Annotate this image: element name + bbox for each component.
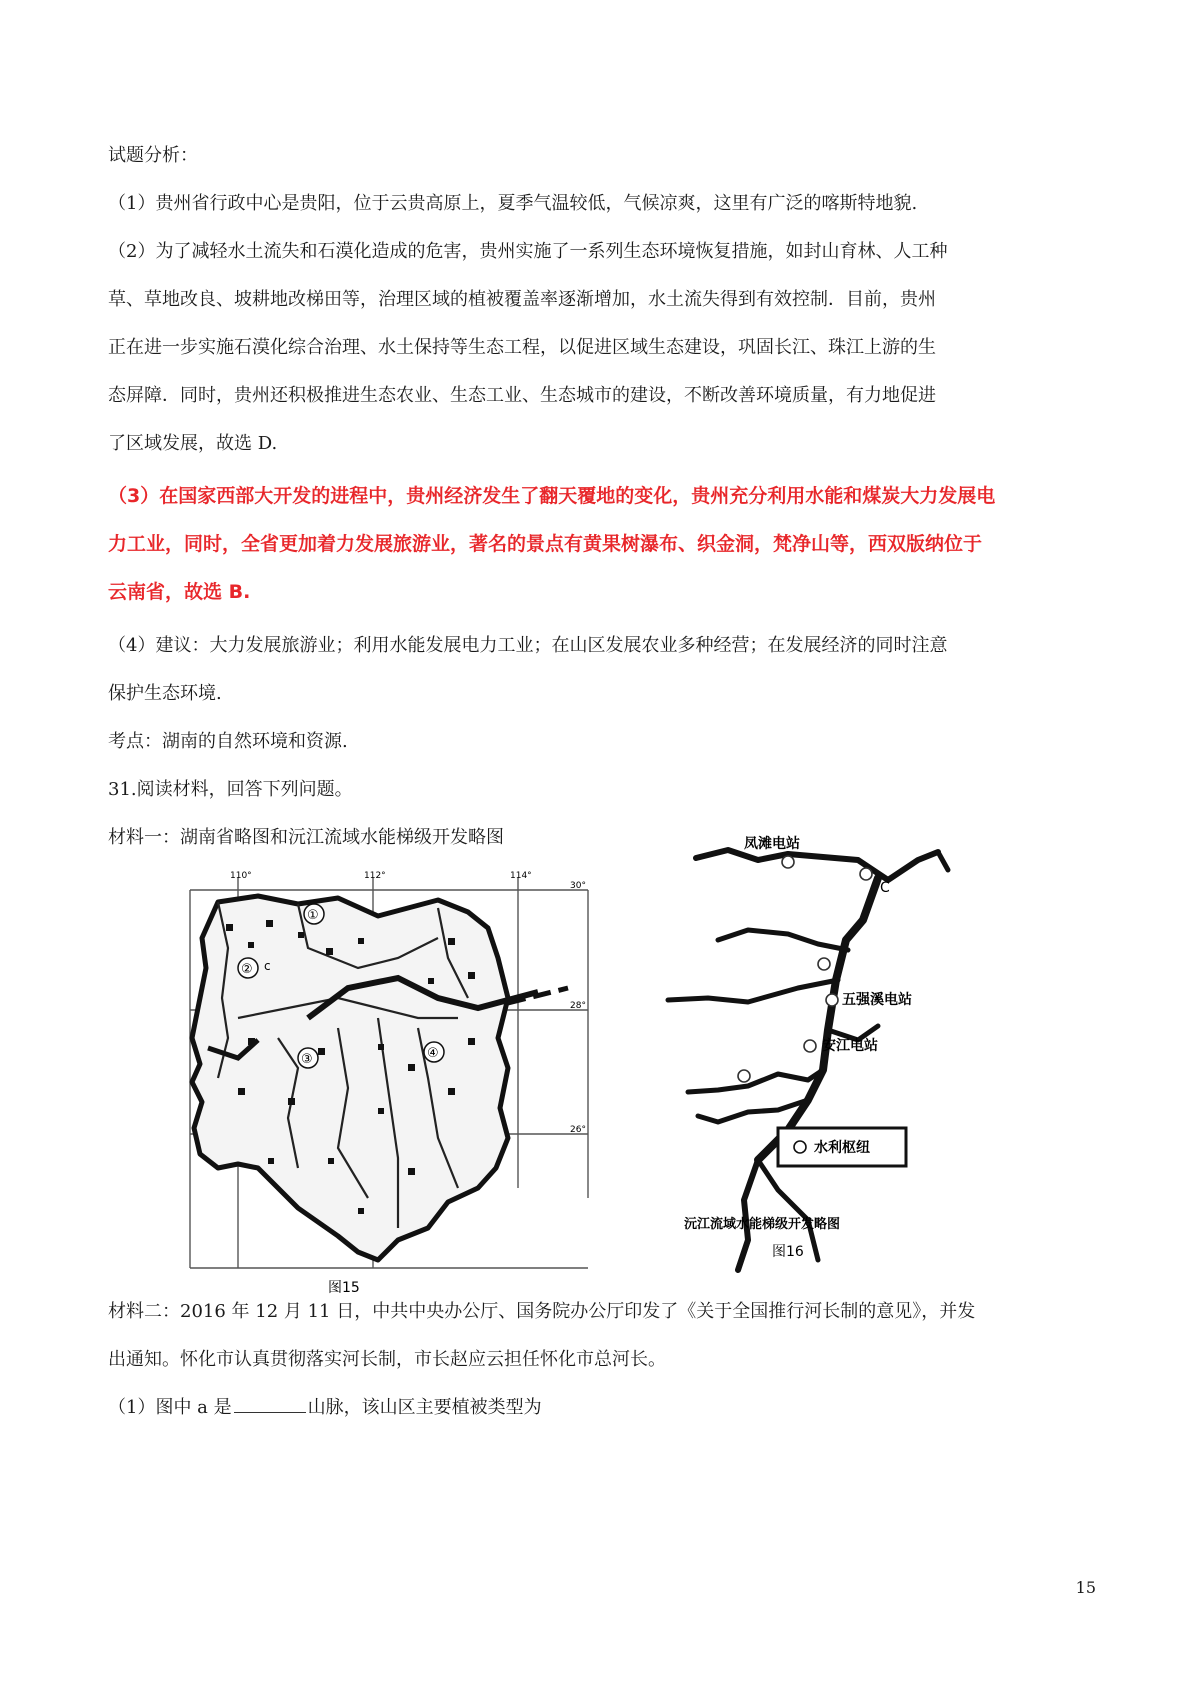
sub-question-1-suffix: 山脉，该山区主要植被类型为 [307, 1397, 542, 1418]
material-2-line-1: 材料二：2016 年 12 月 11 日，中共中央办公厅、国务院办公厅印发了《关于全国推行河长制的意见》，并发 [108, 1301, 976, 1322]
exam-point: 考点：湖南的自然环境和资源. [108, 731, 348, 752]
map-marker-3: ③ [301, 1052, 313, 1067]
question-31: 31.阅读材料，回答下列问题。 [108, 779, 353, 800]
answer-2-line-5: 了区域发展，故选 D. [108, 433, 278, 454]
answer-1: （1）贵州省行政中心是贵阳，位于云贵高原上，夏季气温较低，气候凉爽，这里有广泛的喀斯特地貌. [108, 193, 918, 214]
figure-15-hunan-map [178, 868, 598, 1298]
map-marker-c: c [264, 959, 271, 973]
station-fengtan: 凤滩电站 [744, 836, 800, 852]
lon-label-112: 112° [364, 871, 386, 881]
legend-label: 水利枢纽 [814, 1140, 870, 1156]
lat-label-30: 30° [570, 881, 586, 891]
page-number: 15 [1075, 1578, 1096, 1597]
sub-question-1-prefix: （1）图中 a 是 [108, 1397, 232, 1418]
map-marker-4: ④ [427, 1046, 439, 1061]
answer-blank[interactable] [234, 1394, 306, 1413]
lat-label-26: 26° [570, 1125, 586, 1135]
station-wuqiangxi: 五强溪电站 [842, 992, 912, 1008]
lon-label-114: 114° [510, 871, 532, 881]
answer-3-line-1: （3）在国家西部大开发的进程中，贵州经济发生了翻天覆地的变化，贵州充分利用水能和煤炭大力发展电 [108, 485, 996, 507]
answer-4-line-2: 保护生态环境. [108, 683, 222, 704]
sub-question-1 [108, 1384, 1100, 1432]
answer-2-line-4: 态屏障．同时，贵州还积极推进生态农业、生态工业、生态城市的建设，不断改善环境质量，有力地促进 [108, 385, 936, 406]
station-anjiang: 安江电站 [822, 1038, 878, 1054]
material-2-line-2: 出通知。怀化市认真贯彻落实河长制，市长赵应云担任怀化市总河长。 [108, 1349, 666, 1370]
answer-3-line-3: 云南省，故选 B. [108, 581, 251, 603]
material-1-label: 材料一：湖南省略图和沅江流域水能梯级开发略图 [108, 827, 504, 848]
analysis-heading: 试题分析： [108, 145, 198, 166]
figure-16-title: 沅江流域水能梯级开发略图 [684, 1217, 841, 1232]
figure-16-cascade-map [648, 830, 998, 1300]
answer-3-line-2: 力工业，同时，全省更加着力发展旅游业，著名的景点有黄果树瀑布、织金洞，梵净山等，西双版纳位于 [108, 533, 983, 555]
figure-16-caption: 图16 [772, 1244, 804, 1260]
lat-label-28: 28° [570, 1001, 586, 1011]
answer-2-line-3: 正在进一步实施石漠化综合治理、水土保持等生态工程，以促进区域生态建设，巩固长江、珠江上游的生 [108, 337, 936, 358]
marker-c: C [880, 880, 890, 896]
map-marker-2: ② [241, 962, 253, 977]
figure-15-caption: 图15 [328, 1280, 360, 1296]
map-marker-1: ① [307, 908, 319, 923]
answer-4-line-1: （4）建议：大力发展旅游业；利用水能发展电力工业；在山区发展农业多种经营；在发展经济的同时注意 [108, 635, 948, 656]
answer-2-line-1: （2）为了减轻水土流失和石漠化造成的危害，贵州实施了一系列生态环境恢复措施，如封山育林、人工种 [108, 241, 948, 262]
lon-label-110: 110° [230, 871, 252, 881]
answer-2-line-2: 草、草地改良、坡耕地改梯田等，治理区域的植被覆盖率逐渐增加，水土流失得到有效控制．目前，贵州 [108, 289, 936, 310]
